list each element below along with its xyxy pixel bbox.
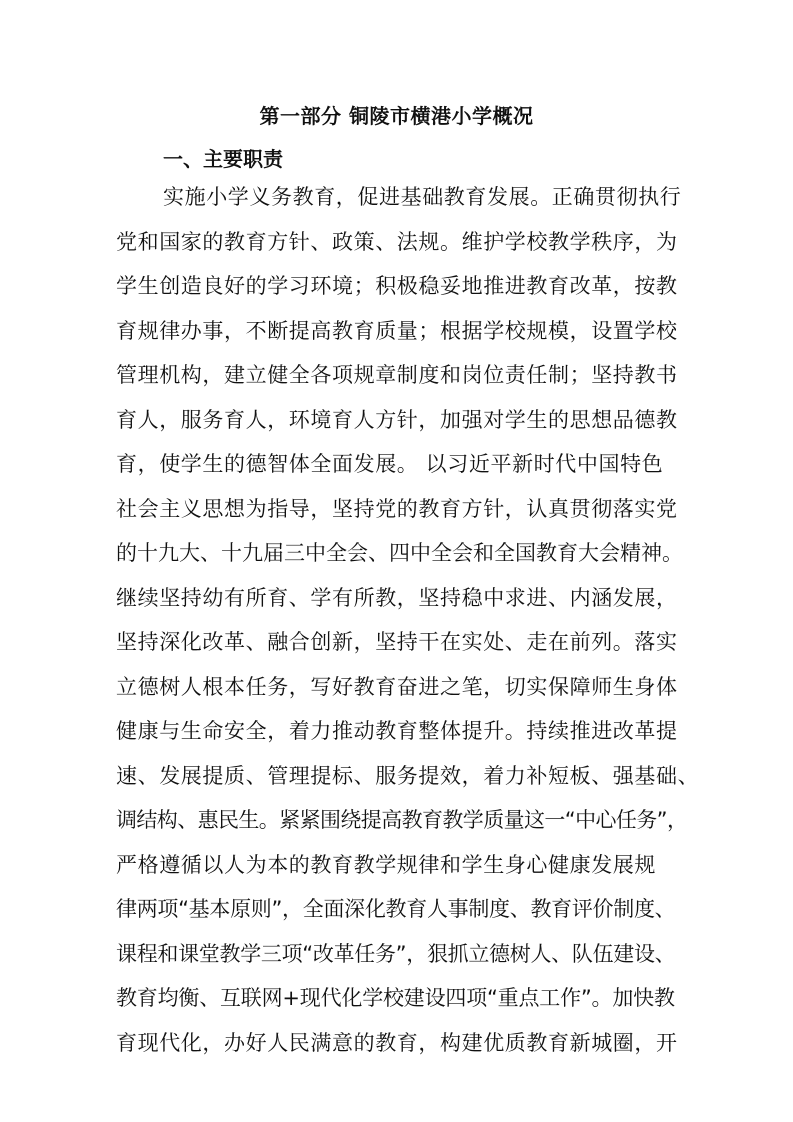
- paragraph-line: 立德树人根本任务，写好教育奋进之笔，切实保障师生身体: [116, 674, 678, 699]
- paragraph-line: 速、发展提质、管理提标、服务提效，着力补短板、强基础、: [116, 763, 700, 788]
- paragraph-line: 育人，服务育人，环境育人方针，加强对学生的思想品德教: [116, 407, 678, 432]
- paragraph-line: 健康与生命安全，着力推动教育整体提升。持续推进改革提: [116, 719, 678, 743]
- paragraph-line: 坚持深化改革、融合创新，坚持干在实处、走在前列。落实: [116, 630, 678, 654]
- paragraph-line: 调结构、惠民生。紧紧围绕提高教育教学质量这一“中心任务”，: [116, 808, 688, 832]
- paragraph-line: 教育均衡、互联网+现代化学校建设四项“重点工作”。加快教: [116, 986, 675, 1010]
- paragraph-line: 继续坚持幼有所育、学有所教，坚持稳中求进、内涵发展，: [116, 585, 678, 610]
- paragraph-line: 育规律办事，不断提高教育质量；根据学校规模，设置学校: [116, 318, 678, 343]
- paragraph-line: 学生创造良好的学习环境；积极稳妥地推进教育改革，按教: [116, 274, 678, 298]
- section-heading: 一、主要职责: [163, 147, 283, 171]
- paragraph-line: 社会主义思想为指导，坚持党的教育方针，认真贯彻落实党: [116, 496, 678, 521]
- page-title: 第一部分 铜陵市横港小学概况: [259, 104, 534, 128]
- paragraph-line: 党和国家的教育方针、政策、法规。维护学校教学秩序，为: [116, 229, 678, 254]
- paragraph-line: 实施小学义务教育，促进基础教育发展。正确贯彻执行: [163, 185, 682, 209]
- paragraph-line: 管理机构，建立健全各项规章制度和岗位责任制；坚持教书: [116, 363, 678, 387]
- paragraph-line: 严格遵循以人为本的教育教学规律和学生身心健康发展规: [116, 852, 656, 877]
- paragraph-line: 律两项“基本原则”，全面深化教育人事制度、教育评价制度、: [116, 897, 676, 921]
- paragraph-line: 育，使学生的德智体全面发展。 以习近平新时代中国特色: [116, 452, 664, 476]
- paragraph-line: 课程和课堂教学三项“改革任务”，狠抓立德树人、队伍建设、: [116, 941, 676, 966]
- paragraph-line: 的十九大、十九届三中全会、四中全会和全国教育大会精神。: [116, 541, 683, 565]
- paragraph-line: 育现代化，办好人民满意的教育，构建优质教育新城圈，开: [116, 1030, 678, 1055]
